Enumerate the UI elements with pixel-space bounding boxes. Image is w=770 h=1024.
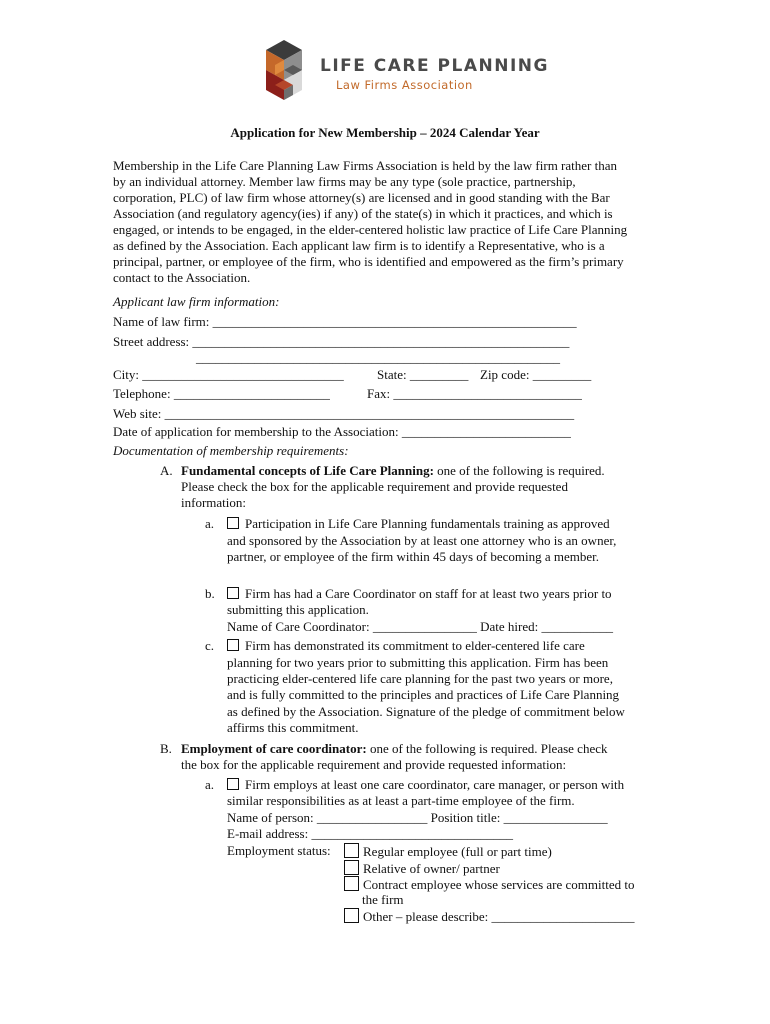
- application-date-field[interactable]: Date of application for membership to the Association: __________________________: [113, 424, 571, 439]
- section-a-line: information:: [181, 495, 246, 510]
- website-field[interactable]: Web site: _______________________________________________________________: [113, 406, 575, 421]
- option-a-a-line: Participation in Life Care Planning fundamentals training as approved: [245, 516, 610, 531]
- status-checkbox-regular[interactable]: [344, 843, 359, 858]
- intro-line: Membership in the Life Care Planning Law Firms Association is held by the law firm rather than: [113, 158, 618, 173]
- applicant-heading: Applicant law firm information:: [113, 294, 280, 309]
- section-a-line: Please check the box for the applicable requirement and provide requested: [181, 479, 568, 494]
- option-b-a-marker: a.: [205, 777, 215, 792]
- intro-line: engaged, or intends to be engaged, in the elder-centered holistic law practice of Life Care Planning: [113, 222, 628, 237]
- intro-line: contact to the Association.: [113, 270, 251, 285]
- status-option-label: Relative of owner/ partner: [363, 861, 500, 876]
- telephone-field[interactable]: Telephone: ________________________: [113, 386, 330, 401]
- option-a-a-marker: a.: [205, 516, 215, 531]
- option-a-a-line: partner, or employee of the firm within 45 days of becoming a member.: [227, 549, 600, 564]
- option-a-b-checkbox[interactable]: [227, 587, 239, 599]
- intro-line: Association (and regulatory agency(ies) if any) of the state(s) in which it practices, and which is: [113, 206, 613, 221]
- page-title: Application for New Membership – 2024 Calendar Year: [230, 125, 540, 140]
- status-option-regular[interactable]: [344, 843, 552, 860]
- intro-line: as defined by the Association. Each applicant law firm is to identify a Representative, who is a: [113, 238, 605, 253]
- section-b-heading: Employment of care coordinator:: [181, 741, 367, 756]
- option-a-c-line: Firm has demonstrated its commitment to elder-centered life care: [245, 638, 585, 653]
- person-name-field[interactable]: Name of person: _________________ Position title: ________________: [227, 810, 608, 825]
- employment-status-label: Employment status:: [227, 843, 331, 858]
- status-option-relative[interactable]: [344, 860, 500, 877]
- option-a-c-line: and is fully committed to the principles and practices of Life Care Planning: [227, 687, 620, 702]
- option-a-a-line: and sponsored by the Association by at least one attorney who is an owner,: [227, 533, 617, 548]
- option-b-a-line: similar responsibilities as at least a part-time employee of the firm.: [227, 793, 575, 808]
- intro-paragraph: [113, 158, 627, 286]
- option-a-c-text: [227, 638, 585, 654]
- option-a-b-text: [227, 586, 612, 602]
- section-b-text: [181, 741, 608, 757]
- option-a-c-line: planning for two years prior to submitting this application. Firm has been: [227, 655, 609, 670]
- state-field[interactable]: State: _________: [377, 367, 469, 382]
- option-a-b-marker: b.: [205, 586, 215, 601]
- option-b-a-checkbox[interactable]: [227, 778, 239, 790]
- option-a-c-checkbox[interactable]: [227, 639, 239, 651]
- option-a-c-line: affirms this commitment.: [227, 720, 359, 735]
- section-a-text: [181, 463, 605, 479]
- section-b-marker: B.: [160, 741, 172, 756]
- status-option-label: Contract employee whose services are committed to: [363, 877, 635, 892]
- status-option-label: Regular employee (full or part time): [363, 844, 552, 859]
- intro-line: by an individual attorney. Member law firms may be any type (sole practice, partnership,: [113, 174, 576, 189]
- option-a-c-line: practicing elder-centered life care planning for the past two years or more,: [227, 671, 613, 686]
- status-option-contract[interactable]: [344, 876, 634, 893]
- status-option-other[interactable]: [344, 908, 635, 925]
- option-a-c-line: as defined by the Association. Signature of the pledge of commitment below: [227, 704, 625, 719]
- section-b-line: the box for the applicable requirement and provide requested information:: [181, 757, 567, 772]
- section-a-marker: A.: [160, 463, 173, 478]
- option-a-a-checkbox[interactable]: [227, 517, 239, 529]
- section-a-heading: Fundamental concepts of Life Care Planning:: [181, 463, 434, 478]
- option-b-a-line: Firm employs at least one care coordinator, care manager, or person with: [245, 777, 625, 792]
- status-option-label: Other – please describe: ______________________: [363, 909, 635, 924]
- section-b-line: one of the following is required. Please check: [366, 741, 608, 756]
- documentation-heading: Documentation of membership requirements:: [113, 443, 349, 458]
- logo-subtitle: Law Firms Association: [336, 78, 473, 92]
- logo-title: LIFE CARE PLANNING: [320, 56, 549, 76]
- status-checkbox-other[interactable]: [344, 908, 359, 923]
- status-checkbox-relative[interactable]: [344, 860, 359, 875]
- zip-field[interactable]: Zip code: _________: [480, 367, 592, 382]
- intro-line: principal, partner, or employee of the firm, who is identified and empowered as the firm’s primary: [113, 254, 624, 269]
- option-a-c-marker: c.: [205, 638, 215, 653]
- intro-line: corporation, PLC) of law firm whose attorney(s) are licensed and in good standing with the Bar: [113, 190, 610, 205]
- status-checkbox-contract[interactable]: [344, 876, 359, 891]
- care-coordinator-field[interactable]: Name of Care Coordinator: ________________ Date hired: ___________: [227, 619, 613, 634]
- option-a-a-text: [227, 516, 610, 532]
- email-field[interactable]: E-mail address: _______________________________: [227, 826, 513, 841]
- city-field[interactable]: City: _______________________________: [113, 367, 344, 382]
- fax-field[interactable]: Fax: _____________________________: [367, 386, 582, 401]
- option-a-b-line: submitting this application.: [227, 602, 369, 617]
- firm-name-field[interactable]: Name of law firm: ________________________________________________________: [113, 314, 577, 329]
- option-a-b-line: Firm has had a Care Coordinator on staff for at least two years prior to: [245, 586, 612, 601]
- option-b-a-text: [227, 777, 624, 793]
- section-a-line: one of the following is required.: [433, 463, 605, 478]
- street-field-line2[interactable]: ________________________________________________________: [196, 350, 560, 365]
- status-option-label-cont: the firm: [362, 892, 404, 907]
- street-field[interactable]: Street address: __________________________________________________________: [113, 334, 570, 349]
